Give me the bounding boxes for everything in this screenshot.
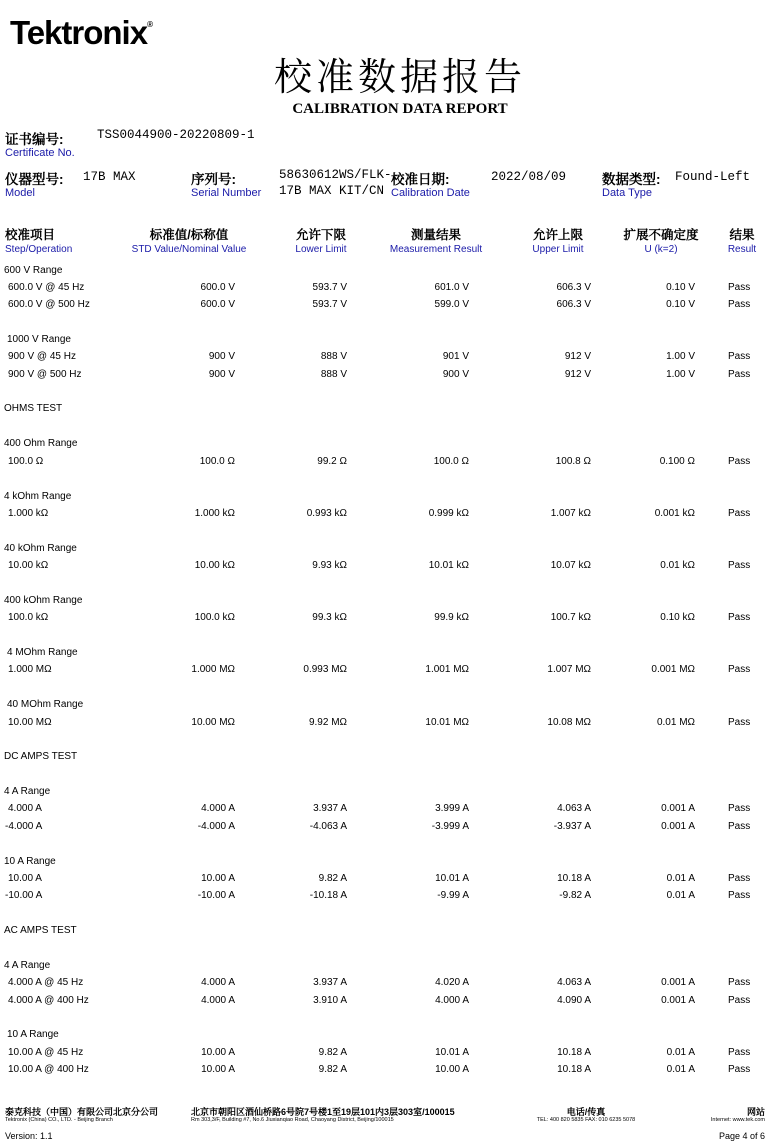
cell-measured: 10.01 kΩ <box>428 560 469 571</box>
footer-phone-cn: 电话/传真 <box>566 1107 606 1117</box>
col-header-result-cn: 结果 <box>729 228 755 242</box>
cell-step: 900 V @ 45 Hz <box>8 351 76 362</box>
cell-uncertainty: 0.01 A <box>666 1047 695 1058</box>
cell-step: 10.00 kΩ <box>8 560 49 571</box>
cell-upper-limit: 606.3 V <box>556 282 591 293</box>
date-label-cn: 校准日期: <box>391 172 450 187</box>
cell-uncertainty: 0.100 Ω <box>659 456 695 467</box>
section-heading: 4 A Range <box>4 960 51 971</box>
cell-result: Pass <box>728 717 751 728</box>
section-heading: 40 MOhm Range <box>7 699 84 710</box>
cell-measured: 599.0 V <box>434 299 469 310</box>
cell-measured: 0.999 kΩ <box>428 508 469 519</box>
cell-lower-limit: 9.82 A <box>318 1047 347 1058</box>
cell-result: Pass <box>728 1047 751 1058</box>
cell-std-value: 10.00 kΩ <box>194 560 235 571</box>
cell-std-value: 4.000 A <box>201 995 235 1006</box>
cell-upper-limit: 100.7 kΩ <box>550 612 591 623</box>
cert-label-cn: 证书编号: <box>5 132 64 147</box>
cell-step: 4.000 A <box>8 803 42 814</box>
cell-measured: -9.99 A <box>437 890 469 901</box>
cell-std-value: 100.0 Ω <box>199 456 235 467</box>
section-heading: DC AMPS TEST <box>4 751 78 762</box>
cell-measured: 4.000 A <box>435 995 469 1006</box>
cell-step: 600.0 V @ 45 Hz <box>8 282 85 293</box>
cell-lower-limit: 888 V <box>320 369 347 380</box>
col-header-measured-en: Measurement Result <box>389 244 483 255</box>
col-header-step-en: Step/Operation <box>5 244 73 255</box>
cell-lower-limit: 99.2 Ω <box>317 456 347 467</box>
cell-uncertainty: 1.00 V <box>666 351 695 362</box>
date-label-en: Calibration Date <box>391 187 470 199</box>
col-header-measured-cn: 测量结果 <box>410 228 462 242</box>
cell-upper-limit: 912 V <box>564 351 591 362</box>
cell-lower-limit: 9.82 A <box>318 873 347 884</box>
cell-uncertainty: 0.001 A <box>661 821 695 832</box>
cell-std-value: 4.000 A <box>201 977 235 988</box>
col-header-uncertainty-cn: 扩展不确定度 <box>623 228 699 242</box>
cell-uncertainty: 0.01 A <box>666 1064 695 1075</box>
cell-result: Pass <box>728 369 751 380</box>
cell-result: Pass <box>728 299 751 310</box>
cell-uncertainty: 1.00 V <box>666 369 695 380</box>
cell-lower-limit: 9.92 MΩ <box>308 717 347 728</box>
cell-std-value: 100.0 kΩ <box>194 612 235 623</box>
section-heading: 10 A Range <box>7 1029 59 1040</box>
col-header-upper-en: Upper Limit <box>532 244 584 255</box>
cell-lower-limit: 593.7 V <box>312 299 347 310</box>
cell-uncertainty: 0.001 kΩ <box>654 508 695 519</box>
cell-uncertainty: 0.01 A <box>666 873 695 884</box>
col-header-std-cn: 标准值/标称值 <box>149 228 229 242</box>
cell-uncertainty: 0.10 V <box>666 299 695 310</box>
cell-step: 10.00 A @ 400 Hz <box>8 1064 89 1075</box>
section-heading: 10 A Range <box>4 856 56 867</box>
type-value: Found-Left <box>675 170 751 184</box>
cell-std-value: 10.00 A <box>201 1064 235 1075</box>
cell-upper-limit: 606.3 V <box>556 299 591 310</box>
date-value: 2022/08/09 <box>491 170 567 184</box>
cell-step: -10.00 A <box>5 890 43 901</box>
cell-lower-limit: 3.937 A <box>313 977 347 988</box>
model-label-en: Model <box>5 187 35 199</box>
cell-measured: 3.999 A <box>435 803 469 814</box>
cell-lower-limit: 888 V <box>320 351 347 362</box>
cell-std-value: 10.00 A <box>201 1047 235 1058</box>
section-heading: 4 MOhm Range <box>7 647 78 658</box>
cell-lower-limit: 3.910 A <box>313 995 347 1006</box>
cell-result: Pass <box>728 873 751 884</box>
cell-measured: 901 V <box>442 351 469 362</box>
cell-result: Pass <box>728 803 751 814</box>
cell-step: -4.000 A <box>5 821 43 832</box>
section-heading: 400 Ohm Range <box>4 438 78 449</box>
footer-company-en: Tektronix (China) CO., LTD. - Beijing Branch <box>5 1117 113 1123</box>
section-heading: 600 V Range <box>4 265 63 276</box>
cell-result: Pass <box>728 977 751 988</box>
cell-result: Pass <box>728 821 751 832</box>
cell-uncertainty: 0.001 A <box>661 803 695 814</box>
cell-step: 600.0 V @ 500 Hz <box>8 299 90 310</box>
cell-uncertainty: 0.001 A <box>661 995 695 1006</box>
cell-upper-limit: 4.090 A <box>557 995 591 1006</box>
cell-upper-limit: 10.18 A <box>557 1064 591 1075</box>
type-label-cn: 数据类型: <box>602 172 661 187</box>
cell-std-value: -4.000 A <box>197 821 235 832</box>
section-heading: 4 kOhm Range <box>4 491 72 502</box>
cell-measured: 100.0 Ω <box>433 456 469 467</box>
cell-measured: 900 V <box>442 369 469 380</box>
cell-upper-limit: 10.18 A <box>557 873 591 884</box>
section-heading: 1000 V Range <box>7 334 71 345</box>
cell-upper-limit: 1.007 MΩ <box>547 664 591 675</box>
cell-result: Pass <box>728 1064 751 1075</box>
cell-std-value: 900 V <box>208 369 235 380</box>
cell-measured: 10.01 MΩ <box>425 717 469 728</box>
cell-result: Pass <box>728 995 751 1006</box>
footer-company-cn: 泰克科技（中国）有限公司北京分公司 <box>5 1107 159 1117</box>
cell-std-value: 1.000 MΩ <box>191 664 235 675</box>
cell-std-value: 4.000 A <box>201 803 235 814</box>
cell-result: Pass <box>728 890 751 901</box>
cert-value: TSS0044900-20220809-1 <box>97 128 255 142</box>
cell-uncertainty: 0.10 V <box>666 282 695 293</box>
cell-upper-limit: -3.937 A <box>553 821 591 832</box>
tektronix-logo: Tektronix® <box>10 14 153 51</box>
serial-value-line2: 17B MAX KIT/CN <box>279 184 385 198</box>
col-header-result-en: Result <box>727 244 757 255</box>
cert-label-en: Certificate No. <box>5 147 75 159</box>
footer-address-en: Rm 303,3/F, Building #7, No.6 Jiuxianqiao Road, Chaoyang District, Beijing/100015 <box>191 1117 394 1123</box>
cell-result: Pass <box>728 456 751 467</box>
cell-upper-limit: 1.007 kΩ <box>550 508 591 519</box>
cell-std-value: 600.0 V <box>200 299 235 310</box>
cell-std-value: 10.00 A <box>201 873 235 884</box>
cell-step: 4.000 A @ 400 Hz <box>8 995 89 1006</box>
cell-std-value: 10.00 MΩ <box>191 717 235 728</box>
cell-step: 900 V @ 500 Hz <box>8 369 82 380</box>
cell-upper-limit: 10.18 A <box>557 1047 591 1058</box>
cell-result: Pass <box>728 351 751 362</box>
cell-step: 10.00 A <box>8 873 42 884</box>
col-header-upper-cn: 允许上限 <box>532 228 584 242</box>
cell-result: Pass <box>728 560 751 571</box>
report-title-en: CALIBRATION DATA REPORT <box>292 101 508 117</box>
cell-lower-limit: 9.93 kΩ <box>312 560 347 571</box>
cell-lower-limit: 0.993 kΩ <box>306 508 347 519</box>
col-header-lower-en: Lower Limit <box>295 244 347 255</box>
cell-std-value: -10.00 A <box>197 890 235 901</box>
cell-measured: 99.9 kΩ <box>434 612 469 623</box>
cell-measured: 601.0 V <box>434 282 469 293</box>
cell-step: 1.000 MΩ <box>8 664 52 675</box>
cell-measured: 10.01 A <box>435 1047 469 1058</box>
cell-step: 1.000 kΩ <box>8 508 49 519</box>
col-header-lower-cn: 允许下限 <box>295 228 347 242</box>
cell-lower-limit: -4.063 A <box>309 821 347 832</box>
cell-upper-limit: 912 V <box>564 369 591 380</box>
cell-upper-limit: 100.8 Ω <box>555 456 591 467</box>
footer-version: Version: 1.1 <box>5 1131 53 1141</box>
footer-web-cn: 网站 <box>746 1107 765 1117</box>
cell-lower-limit: 9.82 A <box>318 1064 347 1075</box>
cell-result: Pass <box>728 282 751 293</box>
type-label-en: Data Type <box>602 187 652 199</box>
cell-measured: -3.999 A <box>431 821 469 832</box>
section-heading: 40 kOhm Range <box>4 543 77 554</box>
cell-upper-limit: -9.82 A <box>559 890 591 901</box>
cell-step: 10.00 MΩ <box>8 717 52 728</box>
cell-std-value: 1.000 kΩ <box>194 508 235 519</box>
cell-lower-limit: 3.937 A <box>313 803 347 814</box>
section-heading: 4 A Range <box>4 786 51 797</box>
cell-result: Pass <box>728 664 751 675</box>
model-value: 17B MAX <box>83 170 136 184</box>
cell-std-value: 900 V <box>208 351 235 362</box>
cell-upper-limit: 10.08 MΩ <box>547 717 591 728</box>
report-title-cn: 校准数据报告 <box>273 55 526 99</box>
cell-uncertainty: 0.01 A <box>666 890 695 901</box>
cell-step: 100.0 kΩ <box>8 612 49 623</box>
serial-label-cn: 序列号: <box>191 172 236 187</box>
section-heading: OHMS TEST <box>4 403 63 414</box>
cell-uncertainty: 0.01 MΩ <box>656 717 695 728</box>
cell-lower-limit: -10.18 A <box>309 890 347 901</box>
cell-uncertainty: 0.10 kΩ <box>660 612 695 623</box>
cell-result: Pass <box>728 612 751 623</box>
cell-result: Pass <box>728 508 751 519</box>
model-label-cn: 仪器型号: <box>5 172 64 187</box>
footer-phone-en: TEL: 400 820 5835 FAX: 010 6235 5078 <box>536 1117 636 1123</box>
cell-step: 100.0 Ω <box>8 456 44 467</box>
cell-lower-limit: 99.3 kΩ <box>312 612 347 623</box>
section-heading: 400 kOhm Range <box>4 595 83 606</box>
footer-web-en: Internet: www.tek.com <box>710 1117 765 1123</box>
col-header-uncertainty-en: U (k=2) <box>644 244 678 255</box>
cell-lower-limit: 0.993 MΩ <box>303 664 347 675</box>
cell-upper-limit: 10.07 kΩ <box>550 560 591 571</box>
cell-upper-limit: 4.063 A <box>557 977 591 988</box>
cell-measured: 1.001 MΩ <box>425 664 469 675</box>
col-header-std-en: STD Value/Nominal Value <box>131 244 247 255</box>
section-heading: AC AMPS TEST <box>4 925 77 936</box>
cell-uncertainty: 0.001 A <box>661 977 695 988</box>
cell-measured: 4.020 A <box>435 977 469 988</box>
cell-uncertainty: 0.001 MΩ <box>651 664 695 675</box>
footer-address-cn: 北京市朝阳区酒仙桥路6号院7号楼1至19层101内3层303室/100015 <box>191 1107 455 1117</box>
cell-step: 10.00 A @ 45 Hz <box>8 1047 84 1058</box>
col-header-step-cn: 校准项目 <box>5 228 56 242</box>
footer-page-number: Page 4 of 6 <box>718 1131 765 1141</box>
cell-uncertainty: 0.01 kΩ <box>660 560 695 571</box>
cell-step: 4.000 A @ 45 Hz <box>8 977 84 988</box>
cell-lower-limit: 593.7 V <box>312 282 347 293</box>
cell-measured: 10.01 A <box>435 873 469 884</box>
serial-value-line1: 58630612WS/FLK- <box>279 168 392 182</box>
cell-measured: 10.00 A <box>435 1064 469 1075</box>
cell-std-value: 600.0 V <box>200 282 235 293</box>
serial-label-en: Serial Number <box>191 187 262 199</box>
cell-upper-limit: 4.063 A <box>557 803 591 814</box>
